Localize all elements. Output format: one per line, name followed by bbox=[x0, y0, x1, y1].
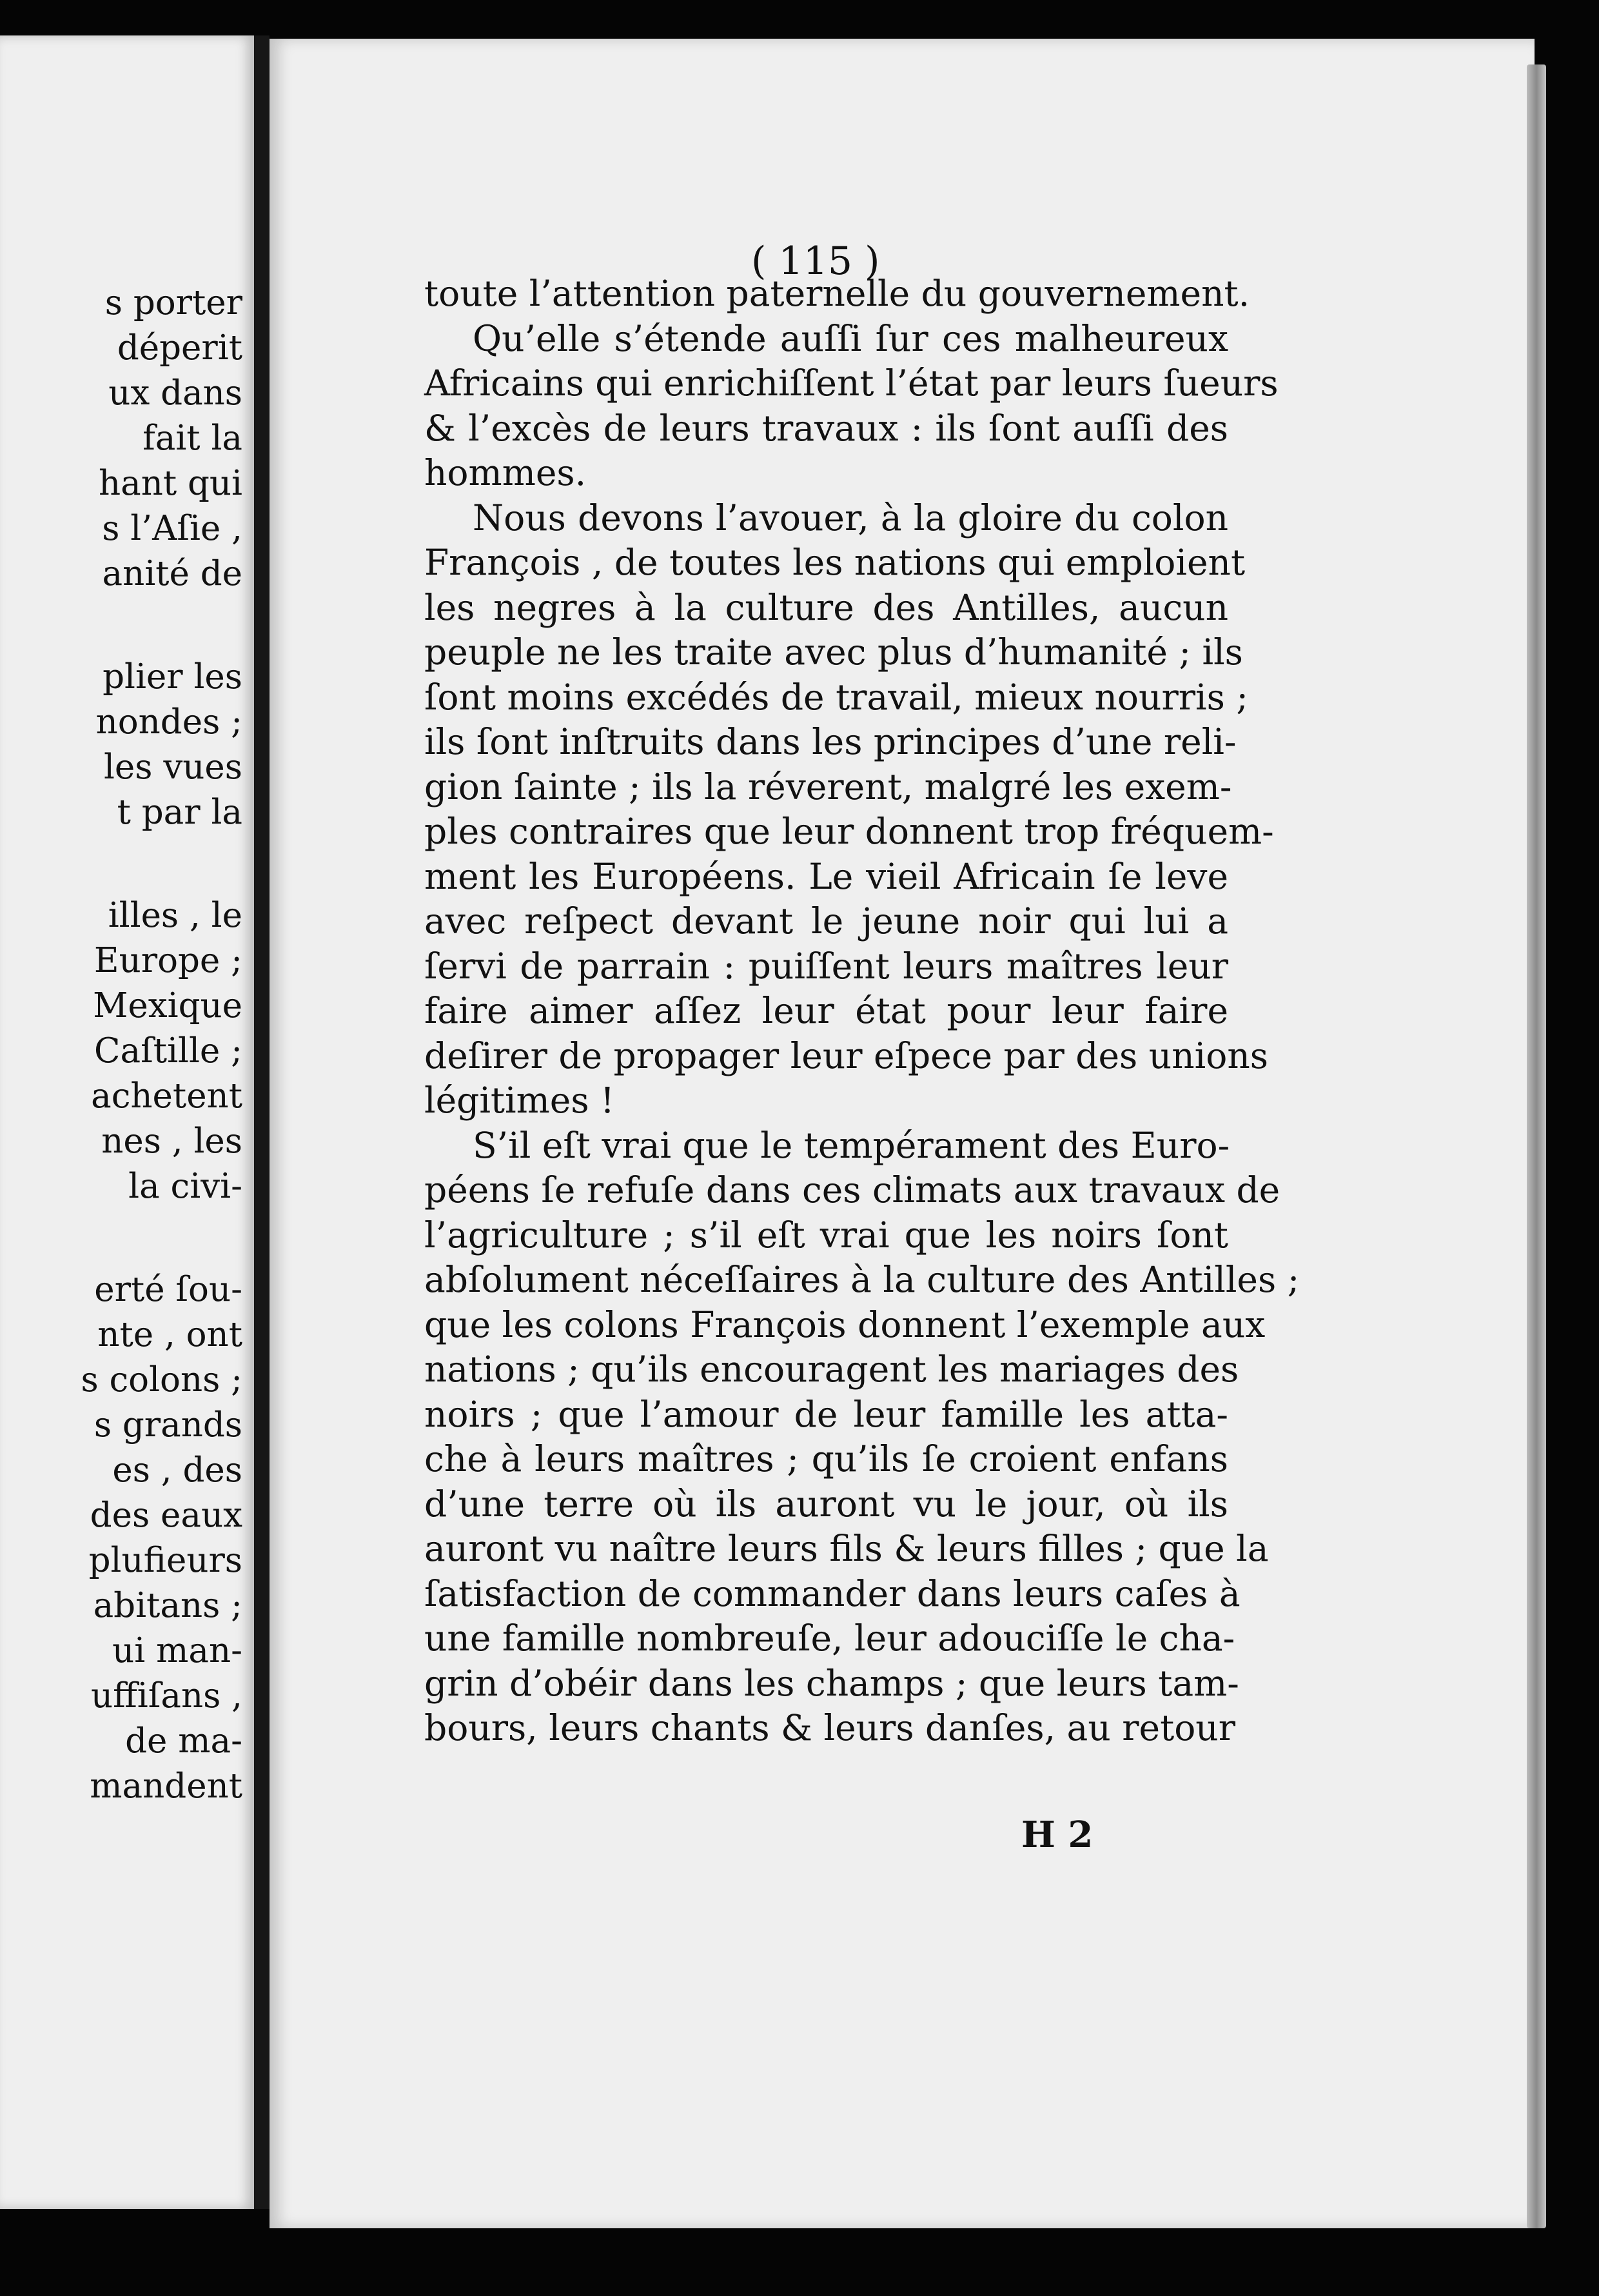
body-text-line: abſolument néceſſaires à la culture des Antilles ; bbox=[424, 1259, 1300, 1300]
left-page-line: s l’Aſie , bbox=[102, 509, 242, 548]
left-page-line: s grands bbox=[93, 1405, 242, 1445]
left-page-line: nte , ont bbox=[97, 1315, 242, 1354]
body-text-line: Qu’elle s’étende auſſi ſur ces malheureux bbox=[473, 317, 1228, 359]
body-text-line: gion ſainte ; ils la réverent, malgré les exem- bbox=[424, 766, 1232, 807]
body-text-line: & l’excès de leurs travaux : ils ſont auſſi des bbox=[424, 407, 1228, 449]
left-page-line: les vues bbox=[103, 747, 242, 787]
body-text-line: que les colons François donnent l’exemple aux bbox=[424, 1303, 1266, 1345]
page-edge bbox=[1527, 64, 1546, 2228]
left-page-fragment bbox=[0, 35, 254, 2209]
left-page-line: la civi- bbox=[128, 1167, 242, 1206]
left-page-line: s porter bbox=[104, 283, 242, 322]
body-text-line: avec reſpect devant le jeune noir qui lui a bbox=[424, 900, 1228, 942]
left-page-line: de ma- bbox=[125, 1721, 242, 1761]
left-page-line: plufieurs bbox=[88, 1541, 242, 1580]
body-text-line: deſirer de propager leur eſpece par des unions bbox=[424, 1034, 1268, 1076]
left-page-line: Europe ; bbox=[93, 941, 242, 980]
body-text-line: François , de toutes les nations qui emploient bbox=[424, 542, 1246, 583]
body-text-line: l’agriculture ; s’il eſt vrai que les noirs ſont bbox=[424, 1214, 1228, 1256]
body-text-line: ment les Européens. Le vieil Africain ſe leve bbox=[424, 855, 1228, 897]
page-number: ( 115 ) bbox=[751, 239, 880, 284]
body-text-line: ſont moins excédés de travail, mieux nourris ; bbox=[424, 676, 1248, 718]
left-page-line: erté ſou- bbox=[94, 1270, 242, 1309]
left-page-line: hant qui bbox=[98, 464, 242, 503]
left-page-line: uffiſans , bbox=[91, 1676, 242, 1716]
left-page-line: illes , le bbox=[108, 896, 242, 935]
left-page-line: ux dans bbox=[108, 373, 242, 413]
body-text-line: grin d’obéir dans les champs ; que leurs tam- bbox=[424, 1662, 1239, 1704]
body-text-line: nations ; qu’ils encouragent les mariages des bbox=[424, 1349, 1239, 1390]
body-text-line: auront vu naître leurs fils & leurs filles ; que la bbox=[424, 1528, 1269, 1569]
body-text-line: che à leurs maîtres ; qu’ils ſe croient enfans bbox=[424, 1438, 1228, 1480]
left-page-line: fait la bbox=[142, 419, 242, 458]
body-text-line: S’il eſt vrai que le tempérament des Euro- bbox=[473, 1124, 1230, 1166]
body-text-line: les negres à la culture des Antilles, aucun bbox=[424, 586, 1228, 628]
body-text-line: bours, leurs chants & leurs danſes, au retour bbox=[424, 1707, 1236, 1748]
left-page-line: achetent bbox=[91, 1076, 242, 1116]
left-page-line: nondes ; bbox=[95, 702, 242, 742]
body-text-line: faire aimer aſſez leur état pour leur faire bbox=[424, 990, 1228, 1031]
body-text-line: ſatisfaction de commander dans leurs caſes à bbox=[424, 1572, 1241, 1614]
left-page-line: ui man- bbox=[112, 1631, 242, 1670]
left-page-line: Mexique bbox=[93, 986, 242, 1025]
body-text-line: ples contraires que leur donnent trop fréquem- bbox=[424, 811, 1274, 852]
left-page-line: abitans ; bbox=[93, 1586, 242, 1625]
body-text-line: toute l’attention paternelle du gouvernement. bbox=[424, 273, 1250, 314]
left-page-line: t par la bbox=[117, 793, 242, 832]
body-text-line: ils ſont inſtruits dans les principes d’une reli- bbox=[424, 721, 1237, 762]
left-page-line: Caſtille ; bbox=[94, 1031, 242, 1071]
left-page-line: s colons ; bbox=[81, 1360, 242, 1400]
body-text-line: noirs ; que l’amour de leur famille les atta- bbox=[424, 1393, 1228, 1435]
body-text-line: une famille nombreuſe, leur adouciſſe le cha- bbox=[424, 1618, 1235, 1659]
book-gutter bbox=[254, 35, 270, 2209]
body-text-line: Africains qui enrichiſſent l’état par leurs ſueurs bbox=[424, 362, 1279, 404]
left-page-line: déperit bbox=[117, 328, 242, 368]
right-page bbox=[270, 39, 1535, 2228]
signature-catchword: H 2 bbox=[1021, 1814, 1094, 1856]
body-text-line: d’une terre où ils auront vu le jour, où ils bbox=[424, 1483, 1228, 1525]
left-page-line: mandent bbox=[90, 1767, 242, 1806]
left-page-line: des eaux bbox=[90, 1496, 242, 1535]
body-text-line: Nous devons l’avouer, à la gloire du colon bbox=[473, 497, 1228, 539]
body-text-line: péens ſe refuſe dans ces climats aux travaux de bbox=[424, 1169, 1280, 1211]
left-page-line: es , des bbox=[112, 1450, 242, 1490]
body-text-line: hommes. bbox=[424, 452, 587, 493]
left-page-line: nes , les bbox=[101, 1122, 242, 1161]
body-text-line: peuple ne les traite avec plus d’humanité ; ils bbox=[424, 631, 1243, 673]
left-page-line: plier les bbox=[103, 657, 242, 697]
body-text-line: ſervi de parrain : puiſſent leurs maîtres leur bbox=[424, 945, 1228, 987]
body-text-line: légitimes ! bbox=[424, 1080, 615, 1121]
left-page-line: anité de bbox=[102, 554, 242, 593]
